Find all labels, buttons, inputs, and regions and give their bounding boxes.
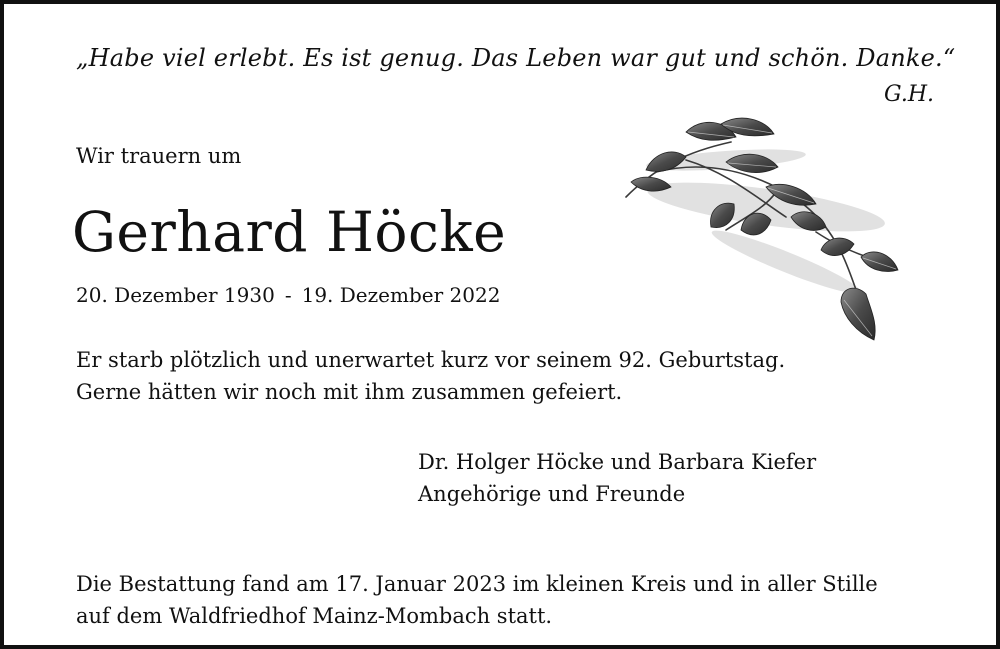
birth-date: 20. Dezember 1930 — [76, 283, 275, 307]
date-separator: - — [284, 283, 292, 307]
funeral-line: Die Bestattung fand am 17. Januar 2023 im kleinen Kreis und in aller Stille — [76, 572, 878, 596]
message-line: Er starb plötzlich und unerwartet kurz vor seinem 92. Geburtstag. — [76, 348, 786, 372]
signer-line: Dr. Holger Höcke und Barbara Kiefer — [418, 450, 817, 474]
death-date: 19. Dezember 2022 — [301, 283, 501, 307]
intro-text: Wir trauern um — [76, 144, 242, 168]
signers — [418, 446, 816, 510]
funeral-info — [76, 568, 878, 632]
message-line: Gerne hätten wir noch mit ihm zusammen gefeiert. — [76, 380, 623, 404]
deceased-name: Gerhard Höcke — [72, 200, 507, 264]
signer-line: Angehörige und Freunde — [418, 482, 686, 506]
message — [76, 344, 785, 408]
quote-author: G.H. — [884, 82, 934, 107]
quote: „Habe viel erlebt. Es ist genug. Das Leben war gut und schön. Danke.“ — [76, 44, 956, 72]
leaf-branch-icon — [616, 112, 916, 352]
life-dates — [76, 283, 500, 307]
funeral-line: auf dem Waldfriedhof Mainz-Mombach statt. — [76, 604, 553, 628]
